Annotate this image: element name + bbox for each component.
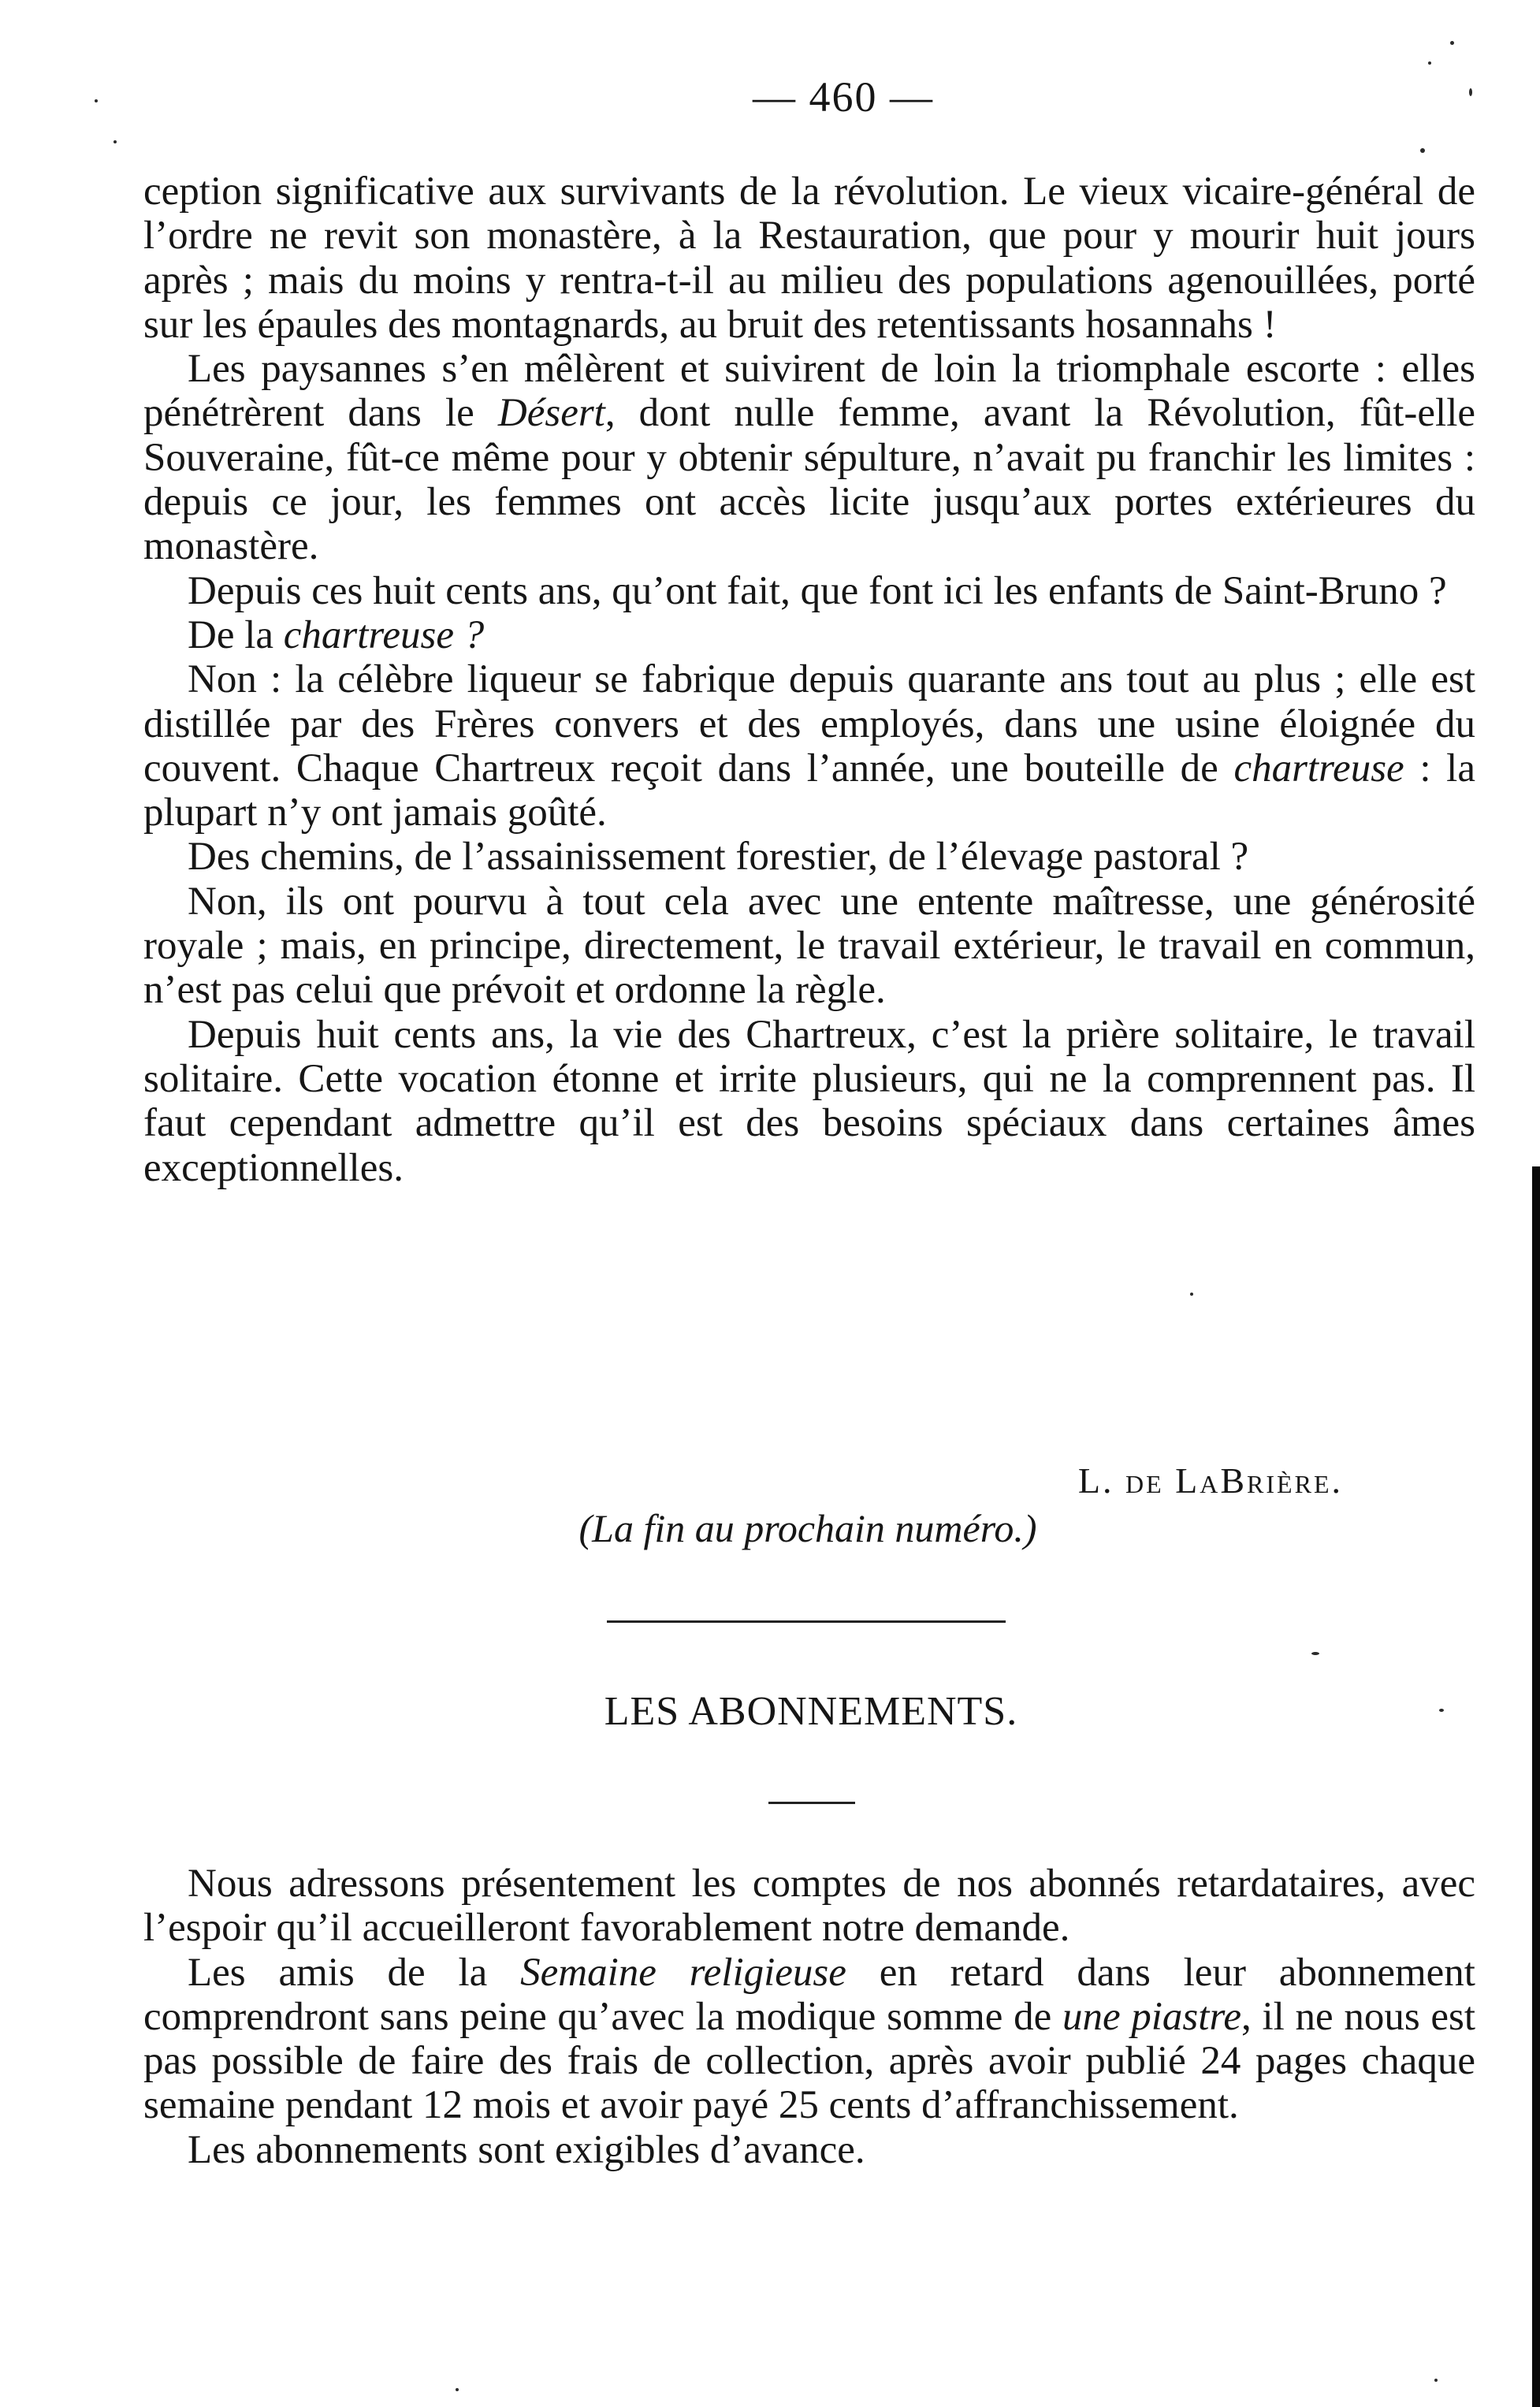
scan-speck: [1311, 1652, 1319, 1655]
scan-speck: [1190, 1293, 1193, 1296]
scan-speck: [1420, 148, 1425, 153]
signature-name: LaBrière.: [1175, 1460, 1343, 1501]
italic-term: chartreuse: [1233, 746, 1404, 791]
article-body: [143, 169, 1475, 1190]
scan-speck: [456, 2388, 459, 2391]
paragraph-text: Les paysannes s’en mêlèrent et suivirent de loin la triomphale escorte : elles pénétrèrent dans le: [143, 347, 1475, 436]
italic-term: Semaine religieuse: [520, 1950, 846, 1995]
paragraph-text: , dont nulle femme, avant la Révolution, fût-elle Souveraine, fût-ce même pour y obtenir sépulture, n’avait pu franchir les limites : depuis ce jour, les femmes ont accès licite jusqu’aux portes extérieures du monastère.: [143, 391, 1476, 569]
subscriptions-paragraph: Les abonnements sont exigibles d’avance.: [188, 2127, 865, 2172]
scan-edge-shadow: [1532, 1166, 1540, 2407]
scan-speck: [1439, 1709, 1444, 1712]
signature-initial: L. de: [1077, 1460, 1176, 1501]
scan-speck: [1434, 2379, 1438, 2382]
subscriptions-paragraph: Nous adressons présentement les comptes de nos abonnés retardataires, avec l’espoir qu’il accueilleront favorablement notre demande.: [143, 1862, 1475, 1951]
title-underline: [768, 1802, 855, 1804]
article-paragraph: [143, 613, 1475, 657]
article-paragraph: Non, ils ont pourvu à tout cela avec une entente maîtresse, une générosité royale ; mais, en principe, directement, le travail extérieur, le travail en commun, n’est pas celui que prévoit et ordonne la règle.: [143, 879, 1475, 1013]
article-paragraph: [143, 347, 1475, 568]
scan-speck: [1469, 88, 1472, 96]
scan-speck: [1450, 41, 1454, 45]
italic-term: chartreuse ?: [283, 612, 485, 657]
paragraph-text: : la plupart n’y ont jamais goûté.: [143, 746, 1475, 835]
scan-speck: [1428, 61, 1431, 65]
scan-speck: [95, 99, 98, 102]
scan-speck: [113, 140, 117, 143]
article-paragraph: Depuis ces huit cents ans, qu’ont fait, que font ici les enfants de Saint-Bruno ?: [188, 568, 1447, 613]
page-number: — 460 —: [753, 73, 934, 121]
paragraph-text: , il ne nous est pas possible de faire des frais de collection, après avoir publié 24 pages chaque semaine pendant 12 mois et avoir payé 25 cents d’affranchissement.: [143, 1994, 1475, 2128]
paragraph-text: De la: [188, 612, 284, 657]
section-title: LES ABONNEMENTS.: [604, 1689, 1018, 1734]
paragraph-text: en retard dans leur abonnement comprendront sans peine qu’avec la modique somme de: [143, 1950, 1475, 2039]
article-paragraph: [143, 657, 1475, 835]
paragraph-text: Non : la célèbre liqueur se fabrique depuis quarante ans tout au plus ; elle est distillée par des Frères convers et des employés, dans une usine éloignée du couvent. Chaque Chartreux reçoit dans l’année, une bouteille de: [143, 657, 1475, 791]
italic-term: une piastre: [1062, 1994, 1242, 2039]
article-paragraph: Depuis huit cents ans, la vie des Chartreux, c’est la prière solitaire, le travail solitaire. Cette vocation étonne et irrite plusieurs, qui ne la comprennent pas. Il faut cependant admettre qu’il est des besoins spéciaux dans certaines âmes exceptionnelles.: [143, 1012, 1475, 1190]
italic-term: Désert: [497, 391, 605, 436]
article-paragraph: ception significative aux survivants de la révolution. Le vieux vicaire-général de l’ordre ne revit son monastère, à la Restauration, que pour y mourir huit jours après ; mais du moins y rentra-t-il au milieu des populations agenouillées, porté sur les épaules des montagnards, au bruit des retentissants hosannahs !: [143, 169, 1475, 347]
section-divider: [607, 1620, 1006, 1623]
paragraph-text: Les amis de la: [188, 1950, 521, 1995]
subscriptions-body: [143, 1862, 1475, 2172]
article-paragraph: Des chemins, de l’assainissement forestier, de l’élevage pastoral ?: [188, 835, 1249, 880]
author-signature: [1078, 1460, 1343, 1501]
subscriptions-paragraph: [143, 1951, 1475, 2128]
continuation-note: (La fin au prochain numéro.): [578, 1506, 1037, 1550]
